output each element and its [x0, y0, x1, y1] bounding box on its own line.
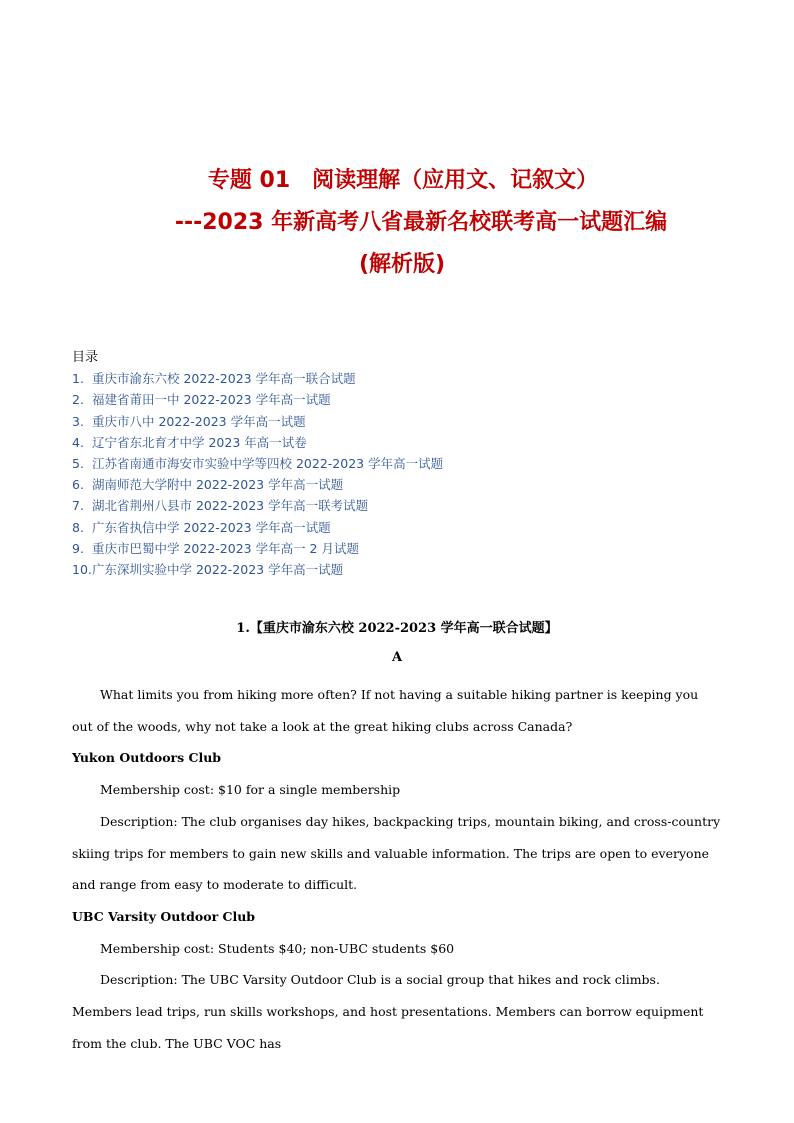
club-description: Description: The club organises day hikes, backpacking trips, mountain biking, and cross-country skiing trips for members to gain new skills and valuable information. The trips are open to everyone and range from easy to moderate to difficult. — [72, 813, 721, 893]
toc-item[interactable] — [72, 517, 722, 538]
toc-item-text[interactable]: 广东省执信中学 2022-2023 学年高一试题 — [92, 519, 331, 535]
toc-item-text[interactable]: 湖北省荆州八县市 2022-2023 学年高一联考试题 — [92, 498, 369, 514]
toc-item[interactable] — [72, 495, 722, 516]
toc-item[interactable] — [72, 389, 722, 410]
toc-item-number: 10. — [72, 562, 92, 578]
toc-list — [72, 368, 722, 580]
table-of-contents — [72, 347, 722, 580]
section-heading: 1.【重庆市渝东六校 2022-2023 学年高一联合试题】 — [236, 621, 558, 636]
toc-item-number: 5. — [72, 456, 84, 472]
toc-item[interactable] — [72, 432, 722, 453]
toc-item-number: 1. — [72, 371, 84, 387]
passage-body — [72, 679, 722, 1059]
toc-item-number: 7. — [72, 498, 84, 514]
toc-item-text[interactable]: 重庆市渝东六校 2022-2023 学年高一联合试题 — [92, 371, 356, 387]
toc-item-text[interactable]: 福建省莆田一中 2022-2023 学年高一试题 — [92, 392, 331, 408]
toc-item-text[interactable]: 江苏省南通市海安市实验中学等四校 2022-2023 学年高一试题 — [92, 456, 444, 472]
title-line-3: (解析版) — [358, 252, 446, 277]
toc-item-number: 2. — [72, 392, 84, 408]
toc-item-text[interactable]: 辽宁省东北育才中学 2023 年高一试卷 — [92, 434, 307, 450]
club-name: Yukon Outdoors Club — [72, 750, 222, 766]
membership-cost: Membership cost: $10 for a single membership — [100, 782, 401, 798]
intro-paragraph: What limits you from hiking more often? If not having a suitable hiking partner is keeping you out of the woods, why not take a look at the great hiking clubs across Canada? — [72, 687, 699, 734]
toc-item-number: 3. — [72, 413, 84, 429]
toc-heading: 目录 — [72, 350, 99, 365]
title-line-2: ---2023 年新高考八省最新名校联考高一试题汇编 — [174, 210, 668, 235]
toc-item-number: 9. — [72, 540, 84, 556]
toc-item[interactable] — [72, 411, 722, 432]
toc-item[interactable] — [72, 474, 722, 495]
toc-item-number: 8. — [72, 519, 84, 535]
toc-item-text[interactable]: 广东深圳实验中学 2022-2023 学年高一试题 — [92, 562, 344, 578]
club-description: Description: The UBC Varsity Outdoor Club is a social group that hikes and rock climbs. Members lead trips, run skills workshops, and host presentations. Members can borrow equipment from the club. The UBC VOC has — [72, 972, 704, 1051]
passage-letter: A — [391, 650, 403, 665]
toc-item[interactable] — [72, 368, 722, 389]
toc-item[interactable] — [72, 538, 722, 559]
toc-item-number: 4. — [72, 434, 84, 450]
document-title — [0, 160, 794, 286]
club-name: UBC Varsity Outdoor Club — [72, 908, 256, 924]
toc-item-text[interactable]: 重庆市巴蜀中学 2022-2023 学年高一 2 月试题 — [92, 540, 359, 556]
toc-item[interactable] — [72, 453, 722, 474]
membership-cost: Membership cost: Students $40; non-UBC students $60 — [100, 940, 455, 956]
title-line-1: 专题 01 阅读理解（应用文、记叙文） — [207, 168, 599, 193]
toc-item-text[interactable]: 湖南师范大学附中 2022-2023 学年高一试题 — [92, 477, 344, 493]
toc-item-number: 6. — [72, 477, 84, 493]
toc-item-text[interactable]: 重庆市八中 2022-2023 学年高一试题 — [92, 413, 306, 429]
toc-item[interactable] — [72, 559, 722, 580]
